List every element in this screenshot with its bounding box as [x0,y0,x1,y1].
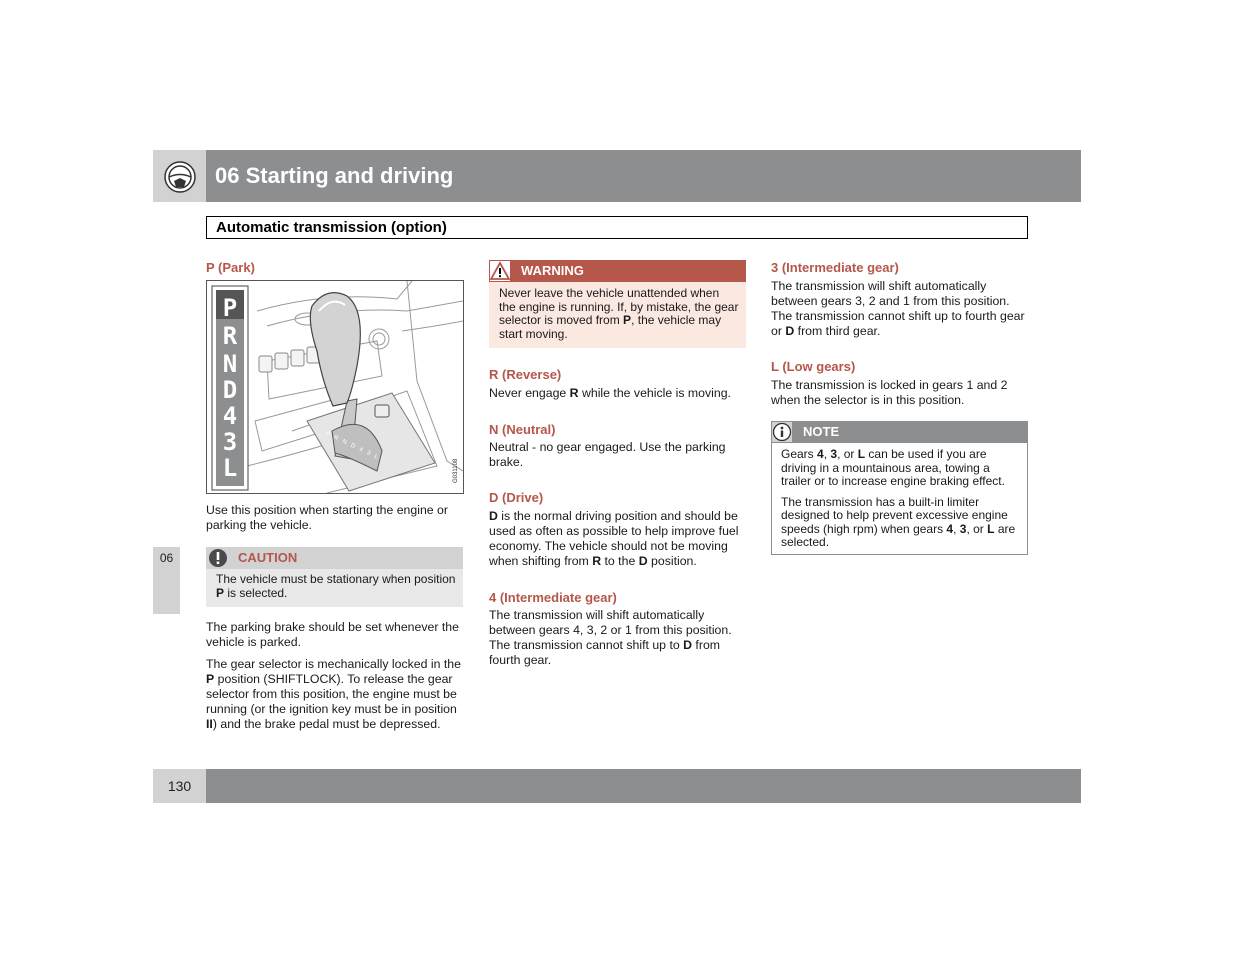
heading-gear-3: 3 (Intermediate gear) [771,260,899,275]
heading-reverse: R (Reverse) [489,367,562,382]
park-intro: Use this position when starting the engine or parking the vehicle. [206,503,448,532]
warning-label: WARNING [521,263,584,278]
reverse-text: Never engage R while the vehicle is moving. [489,386,731,400]
info-icon [772,422,792,442]
caution-icon [208,548,228,568]
gear-4-text: The transmission will shift automatically between gears 4, 3, 2 or 1 from this position. The transmission cannot shift up to D from fourth gear. [489,608,732,667]
chapter-title: 06 Starting and driving [215,163,454,188]
low-gears-text: The transmission is locked in gears 1 and 2 when the selector is in this position. [771,378,1008,407]
gear-letter: N [222,350,238,378]
note-label: NOTE [803,424,840,439]
header-icon-box [153,150,206,202]
note-paragraph: The transmission has a built-in limiter designed to help prevent excessive engine speeds (high rpm) when gears 4, 3, or L are selected. [781,494,1016,549]
caution-text: The vehicle must be stationary when position P is selected. [216,572,456,600]
gear-letter: L [222,454,238,482]
figure-code: G031108 [453,458,459,483]
gear-letter: P [222,294,238,322]
heading-drive: D (Drive) [489,490,544,505]
gear-selector-illustration [206,280,464,494]
note-text [781,448,1021,557]
heading-neutral: N (Neutral) [489,422,556,437]
drive-text: D is the normal driving position and should be used as often as possible to help improve fuel economy. The vehicle should not be moving when shifting from R to the D position. [489,509,739,568]
gear-selector-drawing [207,281,463,493]
warning-text: Never leave the vehicle unattended when the engine is running. If, by mistake, the gear selector is moved from P, the vehicle may start moving. [499,286,739,341]
gear-letter: 3 [222,428,238,456]
heading-gear-4: 4 (Intermediate gear) [489,590,617,605]
gear-3-text: The transmission will shift automatically between gears 3, 2 and 1 from this position. The transmission cannot shift up to fourth gear or D from third gear. [771,279,1025,338]
shiftlock-paragraph: The gear selector is mechanically locked in the P position (SHIFTLOCK). To release the gear selector from this position, the engine must be running (or the ignition key must be in position II) and the brake pedal must be depressed. [206,657,461,731]
neutral-text: Neutral - no gear engaged. Use the parking brake. [489,440,726,469]
warning-triangle-icon [490,261,510,281]
caution-label: CAUTION [238,550,298,565]
gear-letter: D [222,376,238,404]
heading-low-gears: L (Low gears) [771,359,856,374]
section-title: Automatic transmission (option) [216,219,447,236]
page-number: 130 [167,778,192,794]
gear-letter: R [222,322,238,350]
parking-brake-paragraph: The parking brake should be set whenever the vehicle is parked. [206,620,459,649]
chapter-side-tab-label: 06 [159,551,174,565]
steering-wheel-icon [153,150,206,202]
footer-band [206,769,1081,803]
heading-park: P (Park) [206,260,255,275]
gate-letters: PRND43L [324,431,384,463]
note-paragraph: Gears 4, 3, or L can be used if you are driving in a mountainous area, towing a trailer or to increase engine braking effect. [781,447,1005,488]
gear-letter: 4 [222,402,238,430]
